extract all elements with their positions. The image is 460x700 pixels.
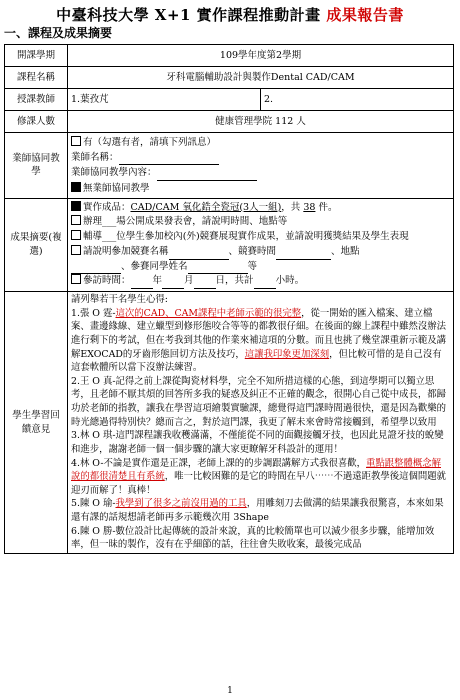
- results-label: 成果摘要(複選): [5, 198, 68, 291]
- industry-option-yes: 有（勾選有者，請填下列訊息）: [71, 135, 450, 150]
- checkbox-empty-icon[interactable]: [71, 215, 81, 225]
- result-item-3: 輔導___位學生參加校內(外)競賽展現實作成果，並請說明獲獎結果及學生表現: [71, 230, 450, 245]
- row-teacher: [5, 89, 454, 111]
- summary-table: [4, 44, 454, 554]
- teacher-1: 1.葉孜芃: [68, 89, 261, 111]
- result-item-5: 參訪時間： 年 月 日，共計 小時。: [71, 274, 450, 289]
- row-results: [5, 198, 454, 291]
- results-cell: [68, 198, 454, 291]
- course-label: 課程名稱: [5, 67, 68, 89]
- feedback-label: 學生學習回饋意見: [5, 292, 68, 554]
- row-term: [5, 45, 454, 67]
- blank[interactable]: [162, 288, 184, 289]
- industry-content-line: 業師協同教學內容：: [71, 165, 450, 180]
- students-label: 修課人數: [5, 111, 68, 133]
- row-industry: [5, 133, 454, 199]
- feedback-intro: 請列舉若干名學生心得:: [71, 294, 168, 306]
- report-title-red: 成果報告書: [326, 6, 404, 24]
- industry-label: 業師協同教學: [5, 133, 68, 199]
- blank[interactable]: [131, 288, 153, 289]
- feedback-item-2: 2.王 O 真-記得之前上課從陶瓷材料學，完全不知所措這樣的心態，到這學期可以獨立思考，且老師不厭其煩的回答所多我的疑惑及糾正不正確的觀念，很開心自己從中成長，都歸功於老師的指教，讓我在學習這項繪製實驗課，總覺得這門課時間過很快，還是因為歡樂的時光總過得特別快？總而言之，對於這門課，我更了解未來會時常接觸到，希望學以致用: [71, 375, 447, 428]
- section-heading: 一、課程及成果摘要: [4, 26, 113, 40]
- report-title: 中臺科技大學 X+1 實作課程推動計畫 成果報告書: [56, 6, 404, 24]
- checkbox-empty-icon[interactable]: [71, 274, 81, 284]
- checkbox-empty-icon[interactable]: [71, 136, 81, 146]
- course-value: 牙科電腦輔助設計與製作Dental CAD/CAM: [68, 67, 454, 89]
- blank[interactable]: [276, 259, 331, 260]
- checkbox-empty-icon[interactable]: [71, 245, 81, 255]
- feedback-item-3: 3.林 O 琪-這門課程讓我收穫滿滿，不僅能從不同的面觀接觸牙技，也因此見證牙技的蛻變和進步，謝謝老師一個一個步驟的讓大家更瞭解牙科設計的運用！: [71, 430, 444, 455]
- term-value: 109學年度第2學期: [68, 45, 454, 67]
- checkbox-empty-icon[interactable]: [71, 230, 81, 240]
- result-item-2: 辦理___場公開成果發表會，請說明時間、地點等: [71, 215, 450, 230]
- feedback-item-1: 1.張 O 霆-這次的CAD、CAM課程中老師示範的很完整，從一開始的匯入檔案、建立檔案、畫邊緣線、建立蠟型到修形態咬合等等的都教很仔細。在後面的線上課程中雖然沒辦法進行剩下的考試，但在考我到其他的作業來補這項的分數。而且也挑了幾堂課重新示範及講解EXOCAD的牙齒形態回切方法及技巧，這讓我印象更加深刻，但比較可惜的是自己沒有這套軟體所以當下沒辦法練習。: [71, 307, 447, 374]
- page-number: 1: [227, 686, 233, 696]
- row-feedback: [5, 292, 454, 554]
- blank[interactable]: [169, 259, 229, 260]
- result-item-4: 請說明參加競賽名稱 、競賽時間 、地點 、參賽同學姓名 等: [71, 245, 450, 274]
- industry-option-no: 無業師協同教學: [71, 181, 450, 196]
- industry-name-line: 業師名稱：: [71, 150, 450, 165]
- industry-content-blank[interactable]: [157, 180, 257, 181]
- teacher-label: 授課教師: [5, 89, 68, 111]
- checkbox-filled-icon[interactable]: [71, 182, 81, 192]
- feedback-item-6: 6.陳 O 勝-數位設計比起傳統的設計來說，真的比較簡單也可以減少很多步驟，能增加效率，但一昧的製作，沒有在乎細節的話，往往會失敗收案，最後完成品: [71, 525, 435, 551]
- students-value: 健康管理學院 112 人: [68, 111, 454, 133]
- feedback-cell: [68, 292, 454, 554]
- result-item-1: 實作成品：CAD/CAM 氧化鋯全瓷冠(3人一組)，共 38 件。: [71, 201, 450, 216]
- blank[interactable]: [254, 288, 276, 289]
- industry-cell: [68, 133, 454, 199]
- teacher-2: 2.: [261, 89, 454, 111]
- term-label: 開課學期: [5, 45, 68, 67]
- feedback-item-4: 4.林 O-不論是實作還是正課，老師上課的的步調跟講解方式我很喜歡，重點跟整體概念解說的都很清楚且有系統，唯一比較困難的是它的時間在早八⋯⋯不過遠距教學後這個問題就迎刃而解了！真棒！: [71, 457, 447, 496]
- blank[interactable]: [194, 288, 216, 289]
- feedback-item-5: 5.陳 O 瑜-我學到了很多之前沒用過的工具，用雕刻刀去做溝的結果讓我很驚喜，本來如果還有課的話規想請老師再多示範幾次用 3Shape: [71, 498, 444, 524]
- row-course: [5, 67, 454, 89]
- checkbox-filled-icon[interactable]: [71, 201, 81, 211]
- row-students: [5, 111, 454, 133]
